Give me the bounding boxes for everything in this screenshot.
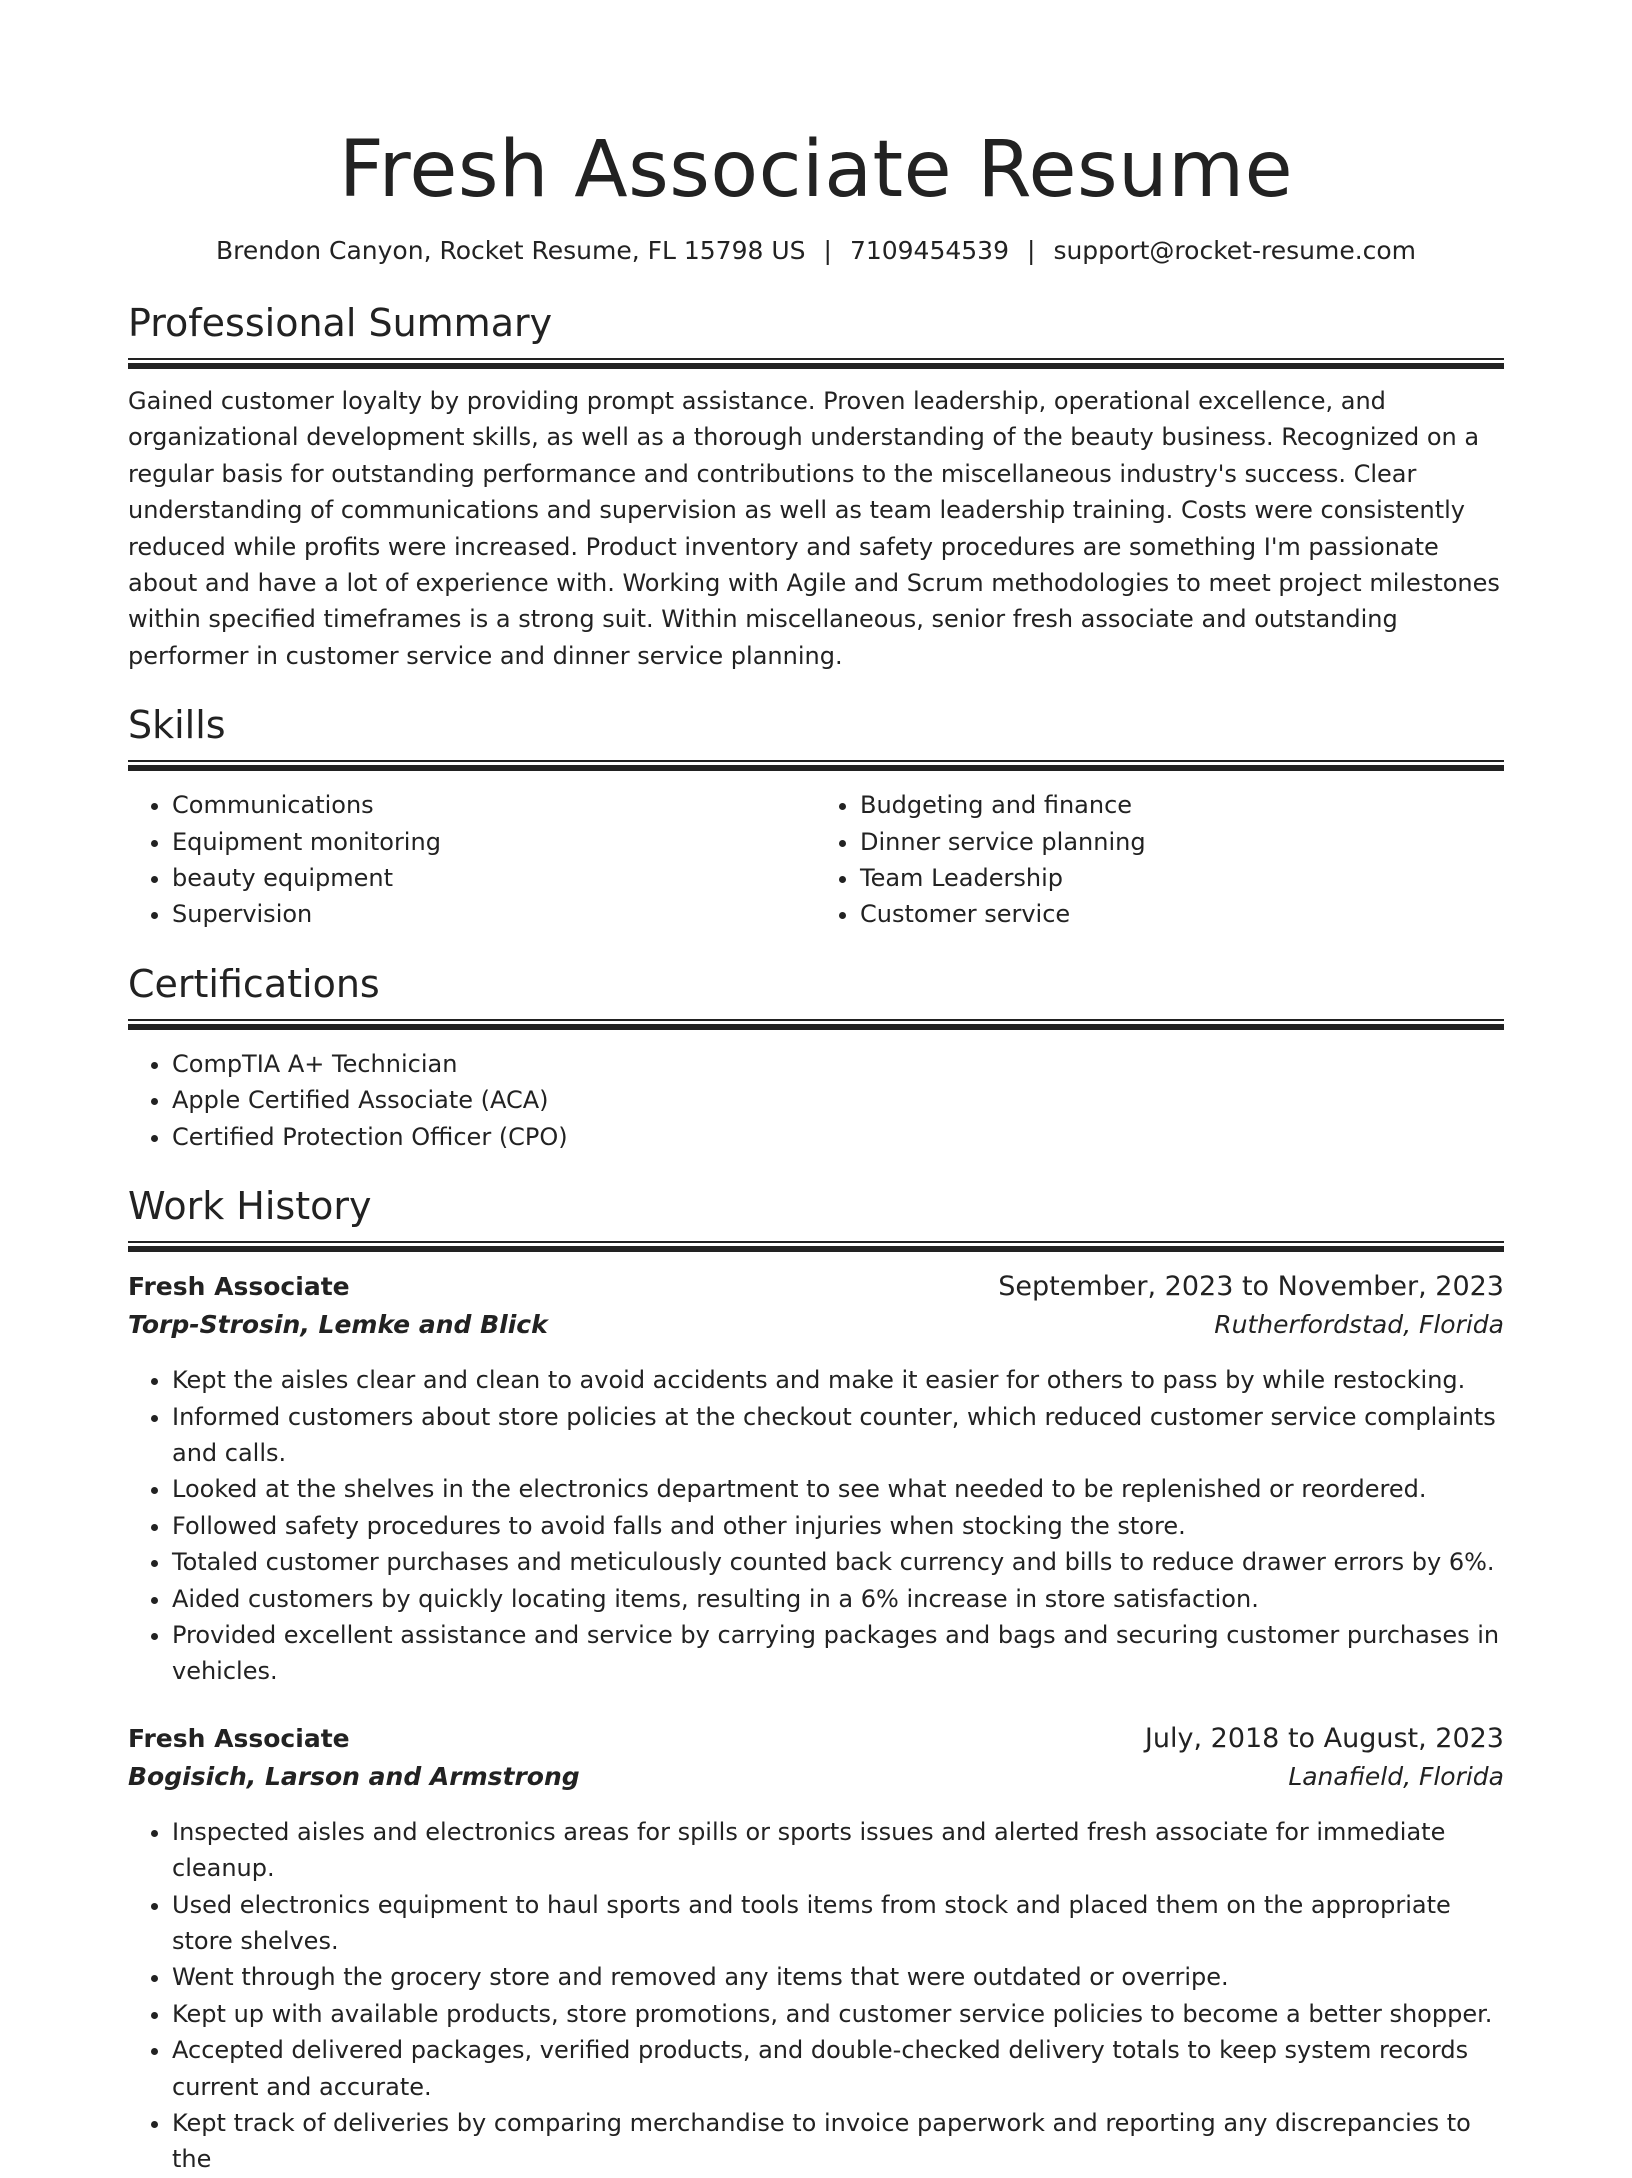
job-entry [128, 1268, 1504, 1690]
section-heading-certifications: Certifications [128, 961, 380, 1006]
certifications-list [128, 1046, 1504, 1155]
contact-address: Brendon Canyon, Rocket Resume, FL 15798 US [215, 236, 806, 265]
summary-text: Gained customer loyalty by providing prompt assistance. Proven leadership, operational excellence, and organizational development skills, as well as a thorough understanding of the beauty business. Recognized on a regular basis for outstanding performance and contributions to the miscellaneous industry's success. Clear understanding of communications and supervision as well as team leadership training. Costs were consistently reduced while profits were increased. Product inventory and safety procedures are something I'm passionate about and have a lot of experience with. Working with Agile and Scrum methodologies to meet project milestones within specified timeframes is a strong suit. Within miscellaneous, senior fresh associate and outstanding performer in customer service and dinner service planning. [128, 387, 1500, 670]
job-bullet: • Kept up with available products, store promotions, and customer service policies to become a better shopper. [172, 1996, 1504, 2032]
skill-item: • Team Leadership [860, 860, 1504, 896]
job-bullet: • Followed safety procedures to avoid falls and other injuries when stocking the store. [172, 1508, 1504, 1544]
skills-list-right [816, 787, 1504, 933]
skill-item: • Equipment monitoring [172, 824, 816, 860]
job-dates: September, 2023 to November, 2023 [998, 1271, 1504, 1303]
skill-item: • beauty equipment [172, 860, 816, 896]
job-header [128, 1720, 1504, 1758]
job-subheader [128, 1306, 1504, 1344]
section-heading-summary: Professional Summary [128, 301, 553, 345]
skills-list-left [128, 787, 816, 933]
job-bullet: • Aided customers by quickly locating items, resulting in a 6% increase in store satisfaction. [172, 1581, 1504, 1617]
certification-item: • Apple Certified Associate (ACA) [172, 1082, 1504, 1118]
section-heading-work-history: Work History [128, 1184, 372, 1229]
section-heading-skills: Skills [128, 703, 226, 748]
job-bullet: • Kept the aisles clear and clean to avoid accidents and make it easier for others to pass by while restocking. [172, 1362, 1504, 1398]
contact-line [128, 234, 1504, 268]
job-bullet: • Accepted delivered packages, verified products, and double-checked delivery totals to keep system records current and accurate. [172, 2032, 1504, 2105]
job-bullet: • Looked at the shelves in the electronics department to see what needed to be replenished or reordered. [172, 1471, 1504, 1507]
job-entry [128, 1720, 1504, 2178]
skill-item: • Communications [172, 787, 816, 823]
contact-separator: | [1027, 236, 1036, 265]
job-bullets [128, 1362, 1504, 1690]
skills-grid [128, 787, 1504, 933]
section-divider [128, 358, 1504, 369]
contact-separator: | [823, 236, 832, 265]
skills-section [128, 700, 1504, 933]
certification-item: • CompTIA A+ Technician [172, 1046, 1504, 1082]
section-divider [128, 1019, 1504, 1030]
skill-item: • Dinner service planning [860, 824, 1504, 860]
certifications-section [128, 959, 1504, 1155]
skill-item: • Budgeting and finance [860, 787, 1504, 823]
job-bullet: • Provided excellent assistance and service by carrying packages and bags and securing customer purchases in vehicles. [172, 1617, 1504, 1690]
job-header [128, 1268, 1504, 1306]
resume-page [128, 0, 1504, 2178]
job-location: Lanafield, Florida [1288, 1761, 1504, 1791]
contact-email: support@rocket-resume.com [1053, 236, 1417, 265]
document-title: Fresh Associate Resume [338, 125, 1294, 215]
job-bullet: • Went through the grocery store and removed any items that were outdated or overripe. [172, 1959, 1504, 1995]
job-bullet: • Informed customers about store policies at the checkout counter, which reduced customer service complaints and calls. [172, 1399, 1504, 1472]
certification-item: • Certified Protection Officer (CPO) [172, 1119, 1504, 1155]
job-bullet: • Inspected aisles and electronics areas for spills or sports issues and alerted fresh associate for immediate cleanup. [172, 1814, 1504, 1887]
section-divider [128, 1241, 1504, 1252]
skill-item: • Supervision [172, 896, 816, 932]
job-company: Torp-Strosin, Lemke and Blick [128, 1310, 548, 1340]
contact-phone: 7109454539 [849, 236, 1009, 265]
job-title: Fresh Associate [128, 1723, 350, 1753]
job-dates: July, 2018 to August, 2023 [1144, 1722, 1504, 1754]
job-location: Rutherfordstad, Florida [1214, 1310, 1504, 1340]
job-bullet: • Used electronics equipment to haul sports and tools items from stock and placed them on the appropriate store shelves. [172, 1887, 1504, 1960]
section-divider [128, 760, 1504, 771]
work-history-section [128, 1181, 1504, 2178]
job-subheader [128, 1758, 1504, 1796]
job-title: Fresh Associate [128, 1272, 350, 1302]
summary-section [128, 298, 1504, 674]
job-bullets [128, 1814, 1504, 2178]
job-company: Bogisich, Larson and Armstrong [128, 1761, 580, 1791]
job-bullet: • Totaled customer purchases and meticulously counted back currency and bills to reduce drawer errors by 6%. [172, 1544, 1504, 1580]
job-bullet: • Kept track of deliveries by comparing merchandise to invoice paperwork and reporting any discrepancies to the [172, 2105, 1504, 2178]
skill-item: • Customer service [860, 896, 1504, 932]
